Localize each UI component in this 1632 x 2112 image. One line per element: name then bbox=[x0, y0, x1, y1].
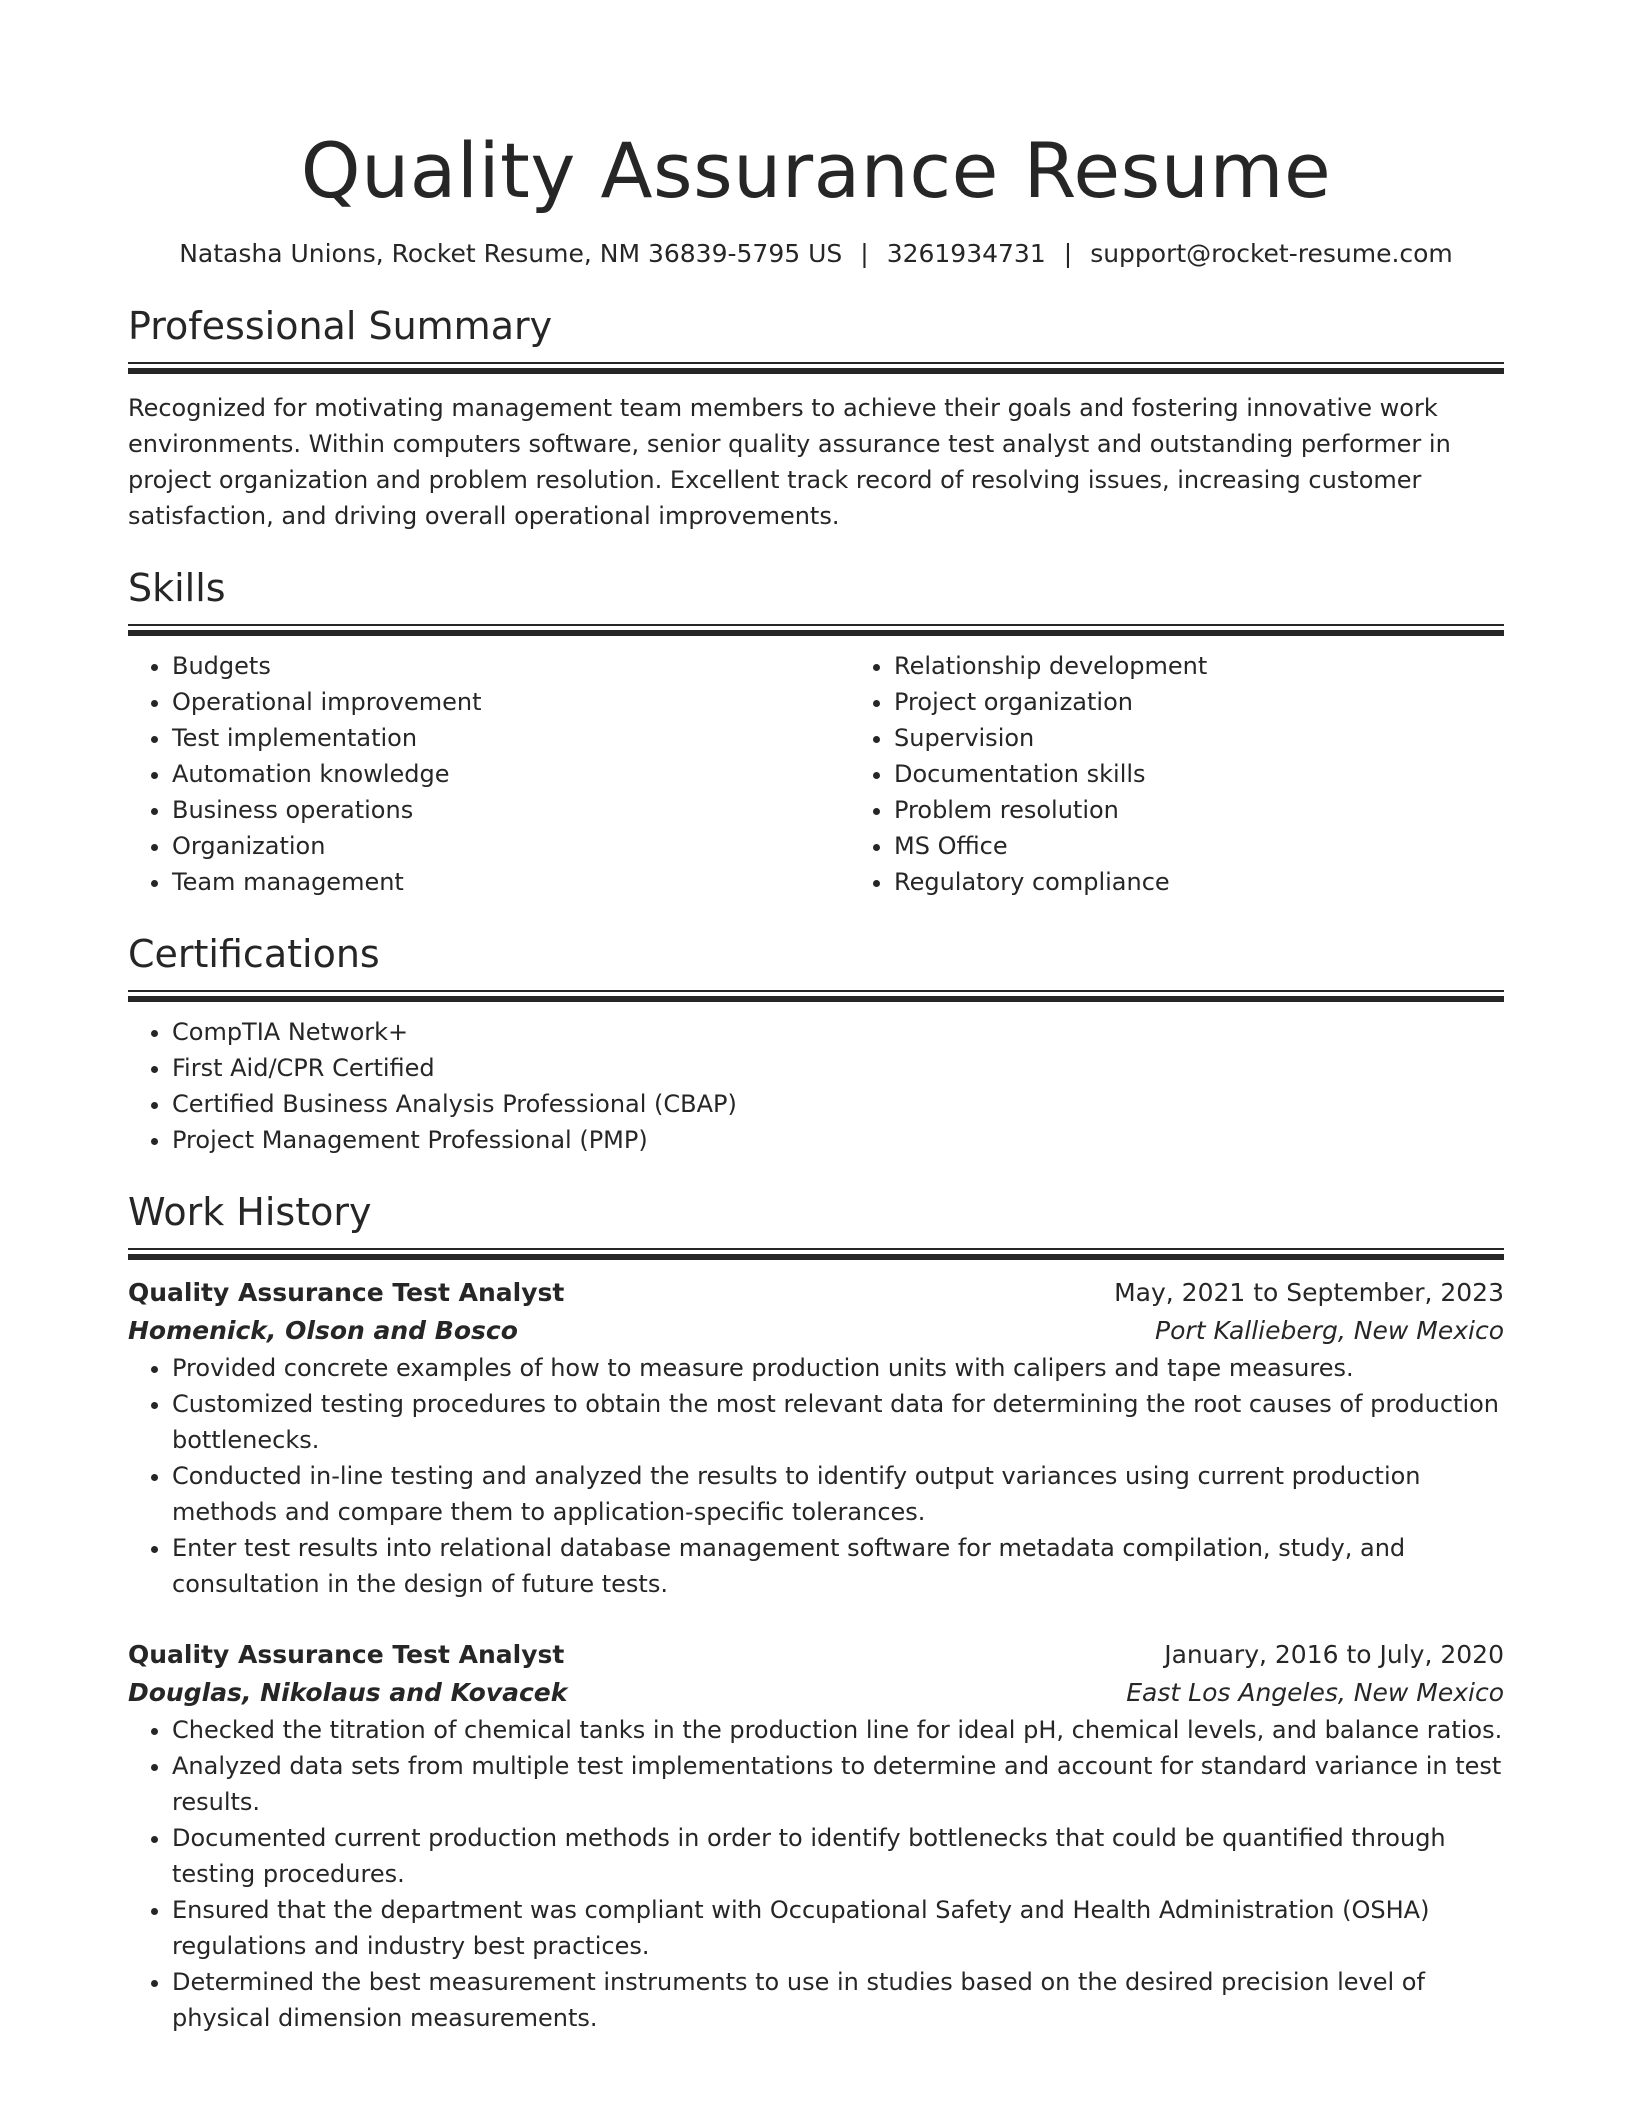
job-duty: • Conducted in-line testing and analyzed the results to identify output variances using current production methods and compare them to application-specific tolerances. bbox=[172, 1458, 1504, 1530]
skills-heading: Skills bbox=[128, 566, 226, 610]
skill-item: • Problem resolution bbox=[894, 792, 1572, 828]
job-duty: • Documented current production methods in order to identify bottlenecks that could be quantified through testing procedures. bbox=[172, 1820, 1504, 1892]
contact-address: Natasha Unions, Rocket Resume, NM 36839-5795 US bbox=[179, 239, 843, 268]
resume-page bbox=[128, 0, 1504, 2036]
job-entry bbox=[128, 1636, 1504, 2036]
job-duty: • Ensured that the department was compliant with Occupational Safety and Health Administration (OSHA) regulations and industry best practices. bbox=[172, 1892, 1504, 1964]
job-duty: • Determined the best measurement instruments to use in studies based on the desired precision level of physical dimension measurements. bbox=[172, 1964, 1504, 2036]
skill-item: • Operational improvement bbox=[172, 684, 850, 720]
certification-item: • Project Management Professional (PMP) bbox=[172, 1122, 1504, 1158]
certifications-heading: Certifications bbox=[128, 932, 380, 976]
section-divider bbox=[128, 1248, 1504, 1258]
job-duty: • Provided concrete examples of how to measure production units with calipers and tape measures. bbox=[172, 1350, 1504, 1386]
skill-item: • Test implementation bbox=[172, 720, 850, 756]
certifications-list bbox=[128, 1014, 1504, 1158]
job-duty: • Checked the titration of chemical tanks in the production line for ideal pH, chemical levels, and balance ratios. bbox=[172, 1712, 1504, 1748]
certification-item: • CompTIA Network+ bbox=[172, 1014, 1504, 1050]
summary-heading: Professional Summary bbox=[128, 304, 553, 348]
skill-item: • Organization bbox=[172, 828, 850, 864]
summary-text: Recognized for motivating management team members to achieve their goals and fostering innovative work environments. Within computers software, senior quality assurance test analyst and outstanding performer in project organization and problem resolution. Excellent track record of resolving issues, increasing customer satisfaction, and driving overall operational improvements. bbox=[128, 394, 1451, 530]
page-title: Quality Assurance Resume bbox=[300, 126, 1332, 215]
section-divider bbox=[128, 990, 1504, 1000]
skill-item: • Automation knowledge bbox=[172, 756, 850, 792]
job-dates: January, 2016 to July, 2020 bbox=[1164, 1640, 1504, 1669]
skill-item: • Supervision bbox=[894, 720, 1572, 756]
skills-list-right bbox=[850, 648, 1572, 900]
job-duties-list bbox=[128, 1350, 1504, 1602]
job-title: Quality Assurance Test Analyst bbox=[128, 1640, 565, 1669]
job-duty: • Enter test results into relational database management software for metadata compilation, study, and consultation in the design of future tests. bbox=[172, 1530, 1504, 1602]
job-title: Quality Assurance Test Analyst bbox=[128, 1278, 565, 1307]
job-header bbox=[128, 1274, 1504, 1312]
job-dates: May, 2021 to September, 2023 bbox=[1114, 1278, 1504, 1307]
certification-item: • Certified Business Analysis Professional (CBAP) bbox=[172, 1086, 1504, 1122]
job-duties-list bbox=[128, 1712, 1504, 2036]
certification-item: • First Aid/CPR Certified bbox=[172, 1050, 1504, 1086]
contact-phone: 3261934731 bbox=[886, 239, 1046, 268]
skills-section bbox=[128, 564, 1504, 900]
skill-item: • Relationship development bbox=[894, 648, 1572, 684]
skill-item: • Project organization bbox=[894, 684, 1572, 720]
job-company: Douglas, Nikolaus and Kovacek bbox=[128, 1678, 568, 1707]
skills-grid bbox=[128, 648, 1504, 900]
contact-line bbox=[128, 238, 1504, 270]
contact-separator: | bbox=[1063, 239, 1073, 268]
skill-item: • Team management bbox=[172, 864, 850, 900]
section-divider bbox=[128, 624, 1504, 634]
contact-separator: | bbox=[860, 239, 869, 268]
job-entry bbox=[128, 1274, 1504, 1602]
job-header bbox=[128, 1636, 1504, 1674]
skill-item: • Regulatory compliance bbox=[894, 864, 1572, 900]
job-location: East Los Angeles, New Mexico bbox=[1126, 1678, 1504, 1707]
skill-item: • Business operations bbox=[172, 792, 850, 828]
skill-item: • Budgets bbox=[172, 648, 850, 684]
job-location: Port Kallieberg, New Mexico bbox=[1155, 1316, 1504, 1345]
contact-email: support@rocket-resume.com bbox=[1090, 239, 1453, 268]
job-subheader bbox=[128, 1312, 1504, 1350]
job-duty: • Customized testing procedures to obtain the most relevant data for determining the root causes of production bottlenecks. bbox=[172, 1386, 1504, 1458]
work-history-heading: Work History bbox=[128, 1190, 372, 1234]
summary-section bbox=[128, 302, 1504, 534]
job-company: Homenick, Olson and Bosco bbox=[128, 1316, 518, 1345]
certifications-section bbox=[128, 930, 1504, 1158]
job-subheader bbox=[128, 1674, 1504, 1712]
work-history-section bbox=[128, 1188, 1504, 2036]
skill-item: • Documentation skills bbox=[894, 756, 1572, 792]
skill-item: • MS Office bbox=[894, 828, 1572, 864]
section-divider bbox=[128, 362, 1504, 372]
job-duty: • Analyzed data sets from multiple test implementations to determine and account for standard variance in test results. bbox=[172, 1748, 1504, 1820]
skills-list-left bbox=[128, 648, 850, 900]
